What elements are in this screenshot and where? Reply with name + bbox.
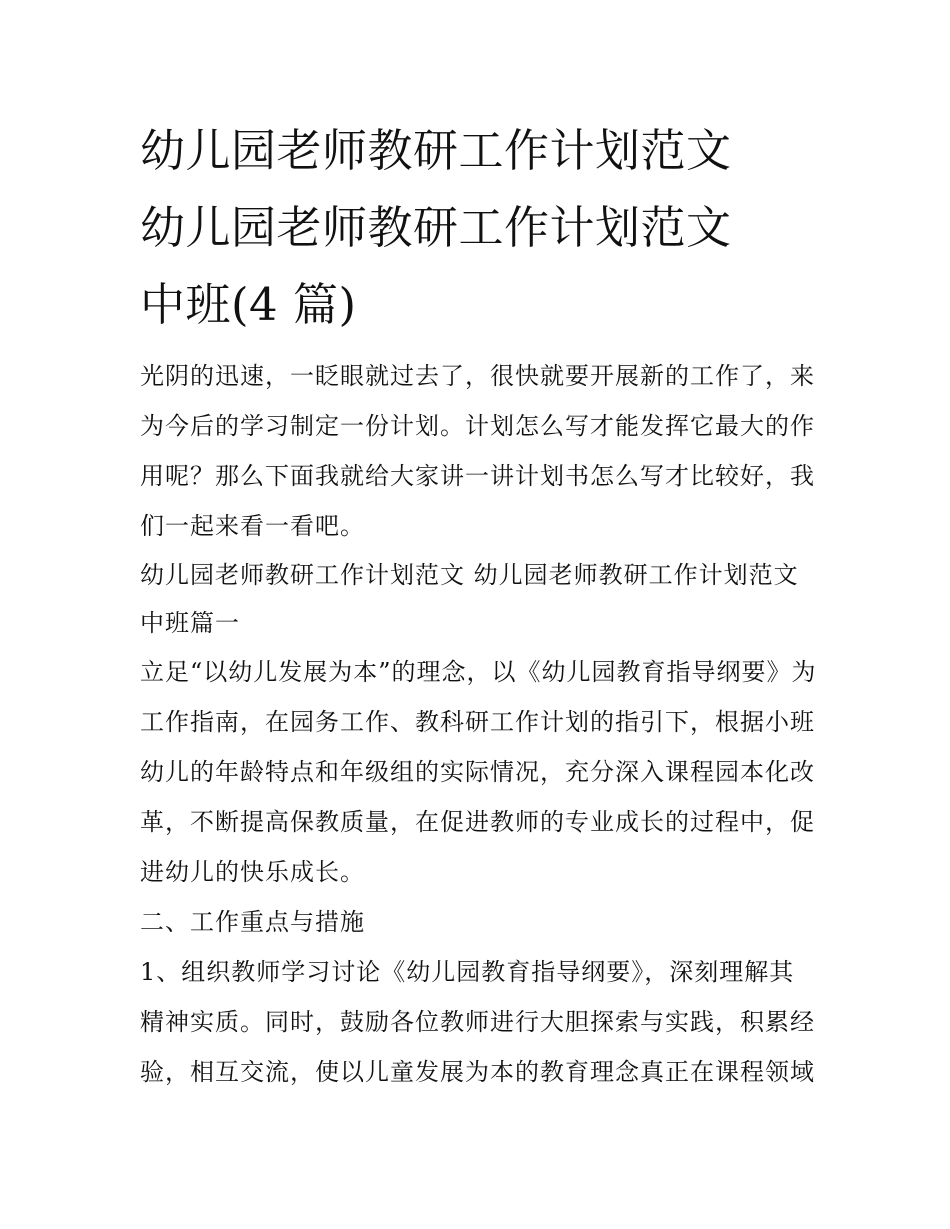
text-line: 二、工作重点与措施 bbox=[140, 908, 365, 936]
title-line: 幼儿园老师教研工作计划范文 bbox=[140, 201, 732, 254]
title-line: 中班(4 篇) bbox=[140, 278, 357, 331]
document-title bbox=[140, 112, 820, 343]
text-line: 验，相互交流，使以儿童发展为本的教育理念真正在课程领域 bbox=[140, 1058, 815, 1086]
section-heading bbox=[140, 551, 820, 647]
text-line: 精神实质。同时，鼓励各位教师进行大胆探索与实践，积累经 bbox=[140, 1008, 815, 1036]
text-line: 进幼儿的快乐成长。 bbox=[140, 858, 365, 886]
text-line: 用呢？那么下面我就给大家讲一讲计划书怎么写才比较好，我 bbox=[140, 462, 815, 490]
subheading bbox=[140, 897, 820, 947]
text-line: 革，不断提高保教质量，在促进教师的专业成长的过程中，促 bbox=[140, 808, 815, 836]
text-line: 们一起来看一看吧。 bbox=[140, 512, 365, 540]
body-paragraph bbox=[140, 647, 820, 897]
intro-paragraph bbox=[140, 351, 820, 551]
text-line: 立足“以幼儿发展为本”的理念，以《幼儿园教育指导纲要》为 bbox=[140, 658, 817, 686]
text-line: 中班篇一 bbox=[140, 609, 240, 637]
document-content bbox=[140, 112, 820, 1097]
text-line: 工作指南，在园务工作、教科研工作计划的指引下，根据小班 bbox=[140, 708, 815, 736]
text-line: 1、组织教师学习讨论《幼儿园教育指导纲要》，深刻理解其 bbox=[140, 958, 795, 986]
text-line: 为今后的学习制定一份计划。计划怎么写才能发挥它最大的作 bbox=[140, 412, 815, 440]
body-paragraph bbox=[140, 947, 820, 1097]
title-line: 幼儿园老师教研工作计划范文 bbox=[140, 124, 732, 177]
text-line: 幼儿园老师教研工作计划范文 幼儿园老师教研工作计划范文 bbox=[140, 561, 799, 589]
text-line: 光阴的迅速，一眨眼就过去了，很快就要开展新的工作了，来 bbox=[140, 362, 815, 390]
text-line: 幼儿的年龄特点和年级组的实际情况，充分深入课程园本化改 bbox=[140, 758, 815, 786]
